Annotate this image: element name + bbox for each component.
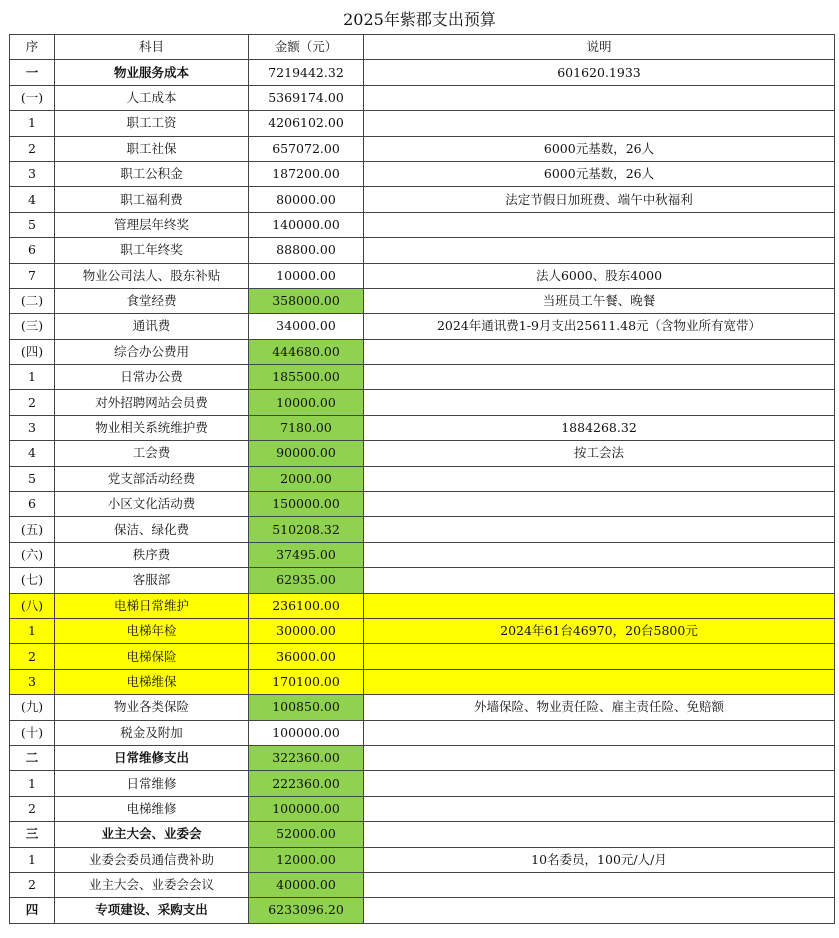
row-amount-cell: 322360.00: [249, 745, 364, 770]
table-body: [10, 60, 835, 923]
row-amount-cell: 40000.00: [249, 872, 364, 897]
row-no-cell: 一: [10, 60, 55, 85]
row-note-cell: [364, 644, 835, 669]
row-no-cell: 2: [10, 796, 55, 821]
row-no-cell: (四): [10, 339, 55, 364]
row-subject-cell: 物业服务成本: [55, 60, 249, 85]
row-no-cell: 2: [10, 872, 55, 897]
row-note-cell: 2024年61台46970，20台5800元: [364, 618, 835, 643]
row-note-cell: [364, 365, 835, 390]
row-no-cell: 1: [10, 847, 55, 872]
row-no-cell: 5: [10, 212, 55, 237]
row-subject-cell: 业委会委员通信费补助: [55, 847, 249, 872]
row-no-cell: (八): [10, 593, 55, 618]
row-amount-cell: 5369174.00: [249, 85, 364, 110]
table-row: [10, 466, 835, 491]
row-no-cell: 二: [10, 745, 55, 770]
table-row: [10, 517, 835, 542]
row-no-cell: 2: [10, 136, 55, 161]
row-amount-cell: 150000.00: [249, 492, 364, 517]
table-row: [10, 568, 835, 593]
row-subject-cell: 专项建设、采购支出: [55, 898, 249, 923]
row-amount-cell: 236100.00: [249, 593, 364, 618]
row-no-cell: 4: [10, 187, 55, 212]
row-note-cell: 法定节假日加班费、端午中秋福利: [364, 187, 835, 212]
row-no-cell: (七): [10, 568, 55, 593]
row-subject-cell: 职工福利费: [55, 187, 249, 212]
row-note-cell: 601620.1933: [364, 60, 835, 85]
row-no-cell: (九): [10, 695, 55, 720]
row-note-cell: [364, 390, 835, 415]
row-note-cell: 2024年通讯费1-9月支出25611.48元（含物业所有宽带）: [364, 314, 835, 339]
row-amount-cell: 358000.00: [249, 288, 364, 313]
row-subject-cell: 日常办公费: [55, 365, 249, 390]
row-note-cell: [364, 593, 835, 618]
row-note-cell: 6000元基数，26人: [364, 136, 835, 161]
row-subject-cell: 电梯保险: [55, 644, 249, 669]
table-row: [10, 669, 835, 694]
row-subject-cell: 物业各类保险: [55, 695, 249, 720]
table-row: [10, 796, 835, 821]
row-subject-cell: 税金及附加: [55, 720, 249, 745]
row-note-cell: [364, 669, 835, 694]
row-no-cell: 3: [10, 161, 55, 186]
row-subject-cell: 工会费: [55, 441, 249, 466]
row-amount-cell: 140000.00: [249, 212, 364, 237]
row-note-cell: [364, 872, 835, 897]
row-subject-cell: 职工社保: [55, 136, 249, 161]
row-note-cell: [364, 720, 835, 745]
row-subject-cell: 人工成本: [55, 85, 249, 110]
table-row: [10, 847, 835, 872]
page-title: 2025年紫郡支出预算: [343, 10, 496, 29]
row-no-cell: 1: [10, 618, 55, 643]
table-row: [10, 161, 835, 186]
table-row: [10, 415, 835, 440]
row-amount-cell: 62935.00: [249, 568, 364, 593]
row-note-cell: [364, 771, 835, 796]
table-row: [10, 314, 835, 339]
row-note-cell: [364, 492, 835, 517]
row-no-cell: 6: [10, 238, 55, 263]
row-no-cell: 1: [10, 365, 55, 390]
row-subject-cell: 业主大会、业委会会议: [55, 872, 249, 897]
table-row: [10, 771, 835, 796]
table-row: [10, 593, 835, 618]
row-amount-cell: 185500.00: [249, 365, 364, 390]
table-row: [10, 238, 835, 263]
table-row: [10, 365, 835, 390]
table-row: [10, 111, 835, 136]
row-subject-cell: 职工工资: [55, 111, 249, 136]
row-amount-cell: 444680.00: [249, 339, 364, 364]
row-amount-cell: 100000.00: [249, 720, 364, 745]
row-amount-cell: 80000.00: [249, 187, 364, 212]
table-row: [10, 745, 835, 770]
table-row: [10, 441, 835, 466]
row-no-cell: (五): [10, 517, 55, 542]
row-amount-cell: 100000.00: [249, 796, 364, 821]
row-subject-cell: 客服部: [55, 568, 249, 593]
row-subject-cell: 秩序费: [55, 542, 249, 567]
table-row: [10, 339, 835, 364]
row-note-cell: 法人6000、股东4000: [364, 263, 835, 288]
table-row: [10, 872, 835, 897]
row-note-cell: [364, 822, 835, 847]
row-amount-cell: 4206102.00: [249, 111, 364, 136]
row-amount-cell: 187200.00: [249, 161, 364, 186]
row-note-cell: [364, 111, 835, 136]
row-subject-cell: 业主大会、业委会: [55, 822, 249, 847]
row-amount-cell: 36000.00: [249, 644, 364, 669]
row-amount-cell: 37495.00: [249, 542, 364, 567]
row-subject-cell: 管理层年终奖: [55, 212, 249, 237]
table-row: [10, 136, 835, 161]
header-no: 序: [10, 35, 55, 60]
row-subject-cell: 电梯日常维护: [55, 593, 249, 618]
row-note-cell: 按工会法: [364, 441, 835, 466]
row-amount-cell: 12000.00: [249, 847, 364, 872]
row-amount-cell: 222360.00: [249, 771, 364, 796]
row-amount-cell: 657072.00: [249, 136, 364, 161]
row-subject-cell: 电梯维修: [55, 796, 249, 821]
row-subject-cell: 物业相关系统维护费: [55, 415, 249, 440]
row-note-cell: [364, 339, 835, 364]
row-subject-cell: 职工公积金: [55, 161, 249, 186]
table-row: [10, 822, 835, 847]
row-subject-cell: 食堂经费: [55, 288, 249, 313]
row-subject-cell: 通讯费: [55, 314, 249, 339]
row-amount-cell: 6233096.20: [249, 898, 364, 923]
row-note-cell: 当班员工午餐、晚餐: [364, 288, 835, 313]
row-subject-cell: 电梯年检: [55, 618, 249, 643]
row-no-cell: 6: [10, 492, 55, 517]
table-row: [10, 720, 835, 745]
row-no-cell: 4: [10, 441, 55, 466]
row-no-cell: 7: [10, 263, 55, 288]
row-no-cell: 三: [10, 822, 55, 847]
row-note-cell: [364, 542, 835, 567]
row-note-cell: [364, 745, 835, 770]
row-subject-cell: 保洁、绿化费: [55, 517, 249, 542]
row-no-cell: (二): [10, 288, 55, 313]
row-note-cell: 10名委员，100元/人/月: [364, 847, 835, 872]
header-row: [10, 35, 835, 60]
row-no-cell: (三): [10, 314, 55, 339]
row-subject-cell: 党支部活动经费: [55, 466, 249, 491]
row-subject-cell: 日常维修支出: [55, 745, 249, 770]
row-amount-cell: 510208.32: [249, 517, 364, 542]
row-no-cell: 四: [10, 898, 55, 923]
header-amount: 金额（元）: [249, 35, 364, 60]
row-amount-cell: 88800.00: [249, 238, 364, 263]
row-amount-cell: 7180.00: [249, 415, 364, 440]
header-note: 说明: [364, 35, 835, 60]
row-amount-cell: 10000.00: [249, 263, 364, 288]
row-note-cell: 1884268.32: [364, 415, 835, 440]
row-subject-cell: 电梯维保: [55, 669, 249, 694]
row-subject-cell: 日常维修: [55, 771, 249, 796]
table-row: [10, 187, 835, 212]
table-row: [10, 644, 835, 669]
row-no-cell: (十): [10, 720, 55, 745]
table-row: [10, 212, 835, 237]
table-row: [10, 695, 835, 720]
row-note-cell: [364, 212, 835, 237]
row-no-cell: 1: [10, 111, 55, 136]
row-subject-cell: 小区文化活动费: [55, 492, 249, 517]
row-note-cell: [364, 85, 835, 110]
table-row: [10, 288, 835, 313]
table-row: [10, 898, 835, 923]
row-subject-cell: 对外招聘网站会员费: [55, 390, 249, 415]
table-row: [10, 390, 835, 415]
table-row: [10, 263, 835, 288]
row-amount-cell: 170100.00: [249, 669, 364, 694]
row-note-cell: [364, 517, 835, 542]
row-no-cell: 3: [10, 415, 55, 440]
table-row: [10, 85, 835, 110]
table-row: [10, 618, 835, 643]
row-note-cell: [364, 466, 835, 491]
table-row: [10, 60, 835, 85]
row-note-cell: [364, 238, 835, 263]
row-no-cell: (六): [10, 542, 55, 567]
row-note-cell: 6000元基数，26人: [364, 161, 835, 186]
row-subject-cell: 综合办公费用: [55, 339, 249, 364]
row-no-cell: (一): [10, 85, 55, 110]
row-note-cell: [364, 898, 835, 923]
row-amount-cell: 10000.00: [249, 390, 364, 415]
table-row: [10, 492, 835, 517]
row-no-cell: 3: [10, 669, 55, 694]
row-subject-cell: 职工年终奖: [55, 238, 249, 263]
row-note-cell: [364, 568, 835, 593]
header-subject: 科目: [55, 35, 249, 60]
row-subject-cell: 物业公司法人、股东补贴: [55, 263, 249, 288]
row-no-cell: 5: [10, 466, 55, 491]
row-amount-cell: 2000.00: [249, 466, 364, 491]
row-amount-cell: 52000.00: [249, 822, 364, 847]
row-note-cell: [364, 796, 835, 821]
row-amount-cell: 30000.00: [249, 618, 364, 643]
row-no-cell: 2: [10, 390, 55, 415]
row-amount-cell: 7219442.32: [249, 60, 364, 85]
row-no-cell: 2: [10, 644, 55, 669]
row-amount-cell: 34000.00: [249, 314, 364, 339]
row-amount-cell: 90000.00: [249, 441, 364, 466]
row-amount-cell: 100850.00: [249, 695, 364, 720]
row-no-cell: 1: [10, 771, 55, 796]
row-note-cell: 外墙保险、物业责任险、雇主责任险、免赔额: [364, 695, 835, 720]
budget-table: [9, 34, 835, 924]
table-row: [10, 542, 835, 567]
